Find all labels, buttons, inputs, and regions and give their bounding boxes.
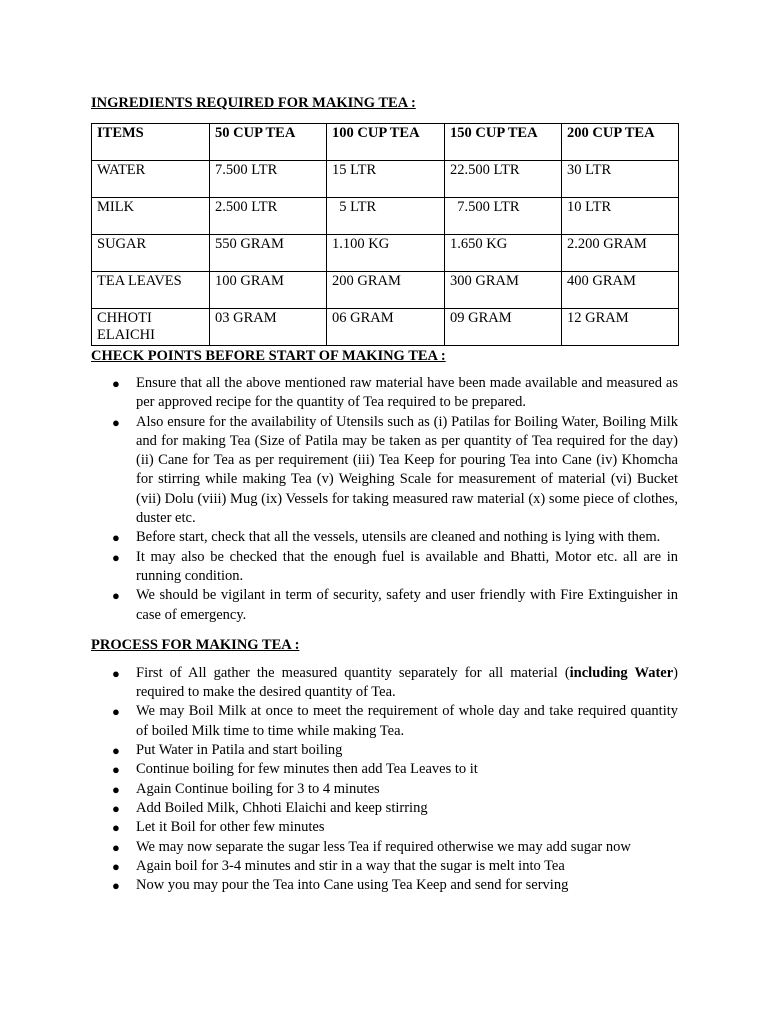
list-item	[91, 413, 678, 529]
bullet-icon: ●	[112, 530, 120, 546]
list-item-text: Ensure that all the above mentioned raw material have been made available and measured as per approved recipe for the quantity of Tea required to be prepared.	[136, 375, 678, 411]
list-item-text: We should be vigilant in term of security, safety and user friendly with Fire Extinguisher in case of emergency.	[136, 587, 678, 623]
bullet-icon: ●	[112, 839, 120, 855]
bullet-icon: ●	[112, 704, 120, 720]
table-header-cell: 150 CUP TEA	[445, 124, 562, 161]
table-cell: 2.200 GRAM	[562, 235, 679, 272]
table-cell: 10 LTR	[562, 198, 679, 235]
table-cell: 2.500 LTR	[210, 198, 327, 235]
bullet-icon: ●	[112, 878, 120, 894]
list-item-text: Before start, check that all the vessels, utensils are cleaned and nothing is lying with them.	[136, 529, 661, 546]
table-header-cell: ITEMS	[92, 124, 210, 161]
list-item	[91, 664, 678, 703]
checkpoints-list	[91, 374, 678, 625]
table-row	[92, 235, 679, 272]
table-cell: 06 GRAM	[327, 309, 445, 346]
table-cell: 550 GRAM	[210, 235, 327, 272]
list-item	[91, 702, 678, 741]
table-cell: 100 GRAM	[210, 272, 327, 309]
table-cell: 400 GRAM	[562, 272, 679, 309]
table-cell: MILK	[92, 198, 210, 235]
table-cell: 1.100 KG	[327, 235, 445, 272]
table-cell: 200 GRAM	[327, 272, 445, 309]
process-heading: PROCESS FOR MAKING TEA :	[91, 636, 300, 653]
bullet-icon: ●	[112, 549, 120, 565]
table-cell: TEA LEAVES	[92, 272, 210, 309]
list-item	[91, 818, 678, 837]
bullet-icon: ●	[112, 858, 120, 874]
list-item-text: It may also be checked that the enough fuel is available and Bhatti, Motor etc. all are in running condition.	[136, 548, 678, 584]
list-item-text: Now you may pour the Tea into Cane using Tea Keep and send for serving	[136, 877, 569, 894]
list-item	[91, 780, 678, 799]
bullet-icon: ●	[112, 820, 120, 836]
table-row	[92, 161, 679, 198]
list-item-text: Again Continue boiling for 3 to 4 minutes	[136, 780, 380, 797]
bullet-icon: ●	[112, 414, 120, 430]
list-item	[91, 876, 678, 895]
table-cell: 7.500 LTR	[210, 161, 327, 198]
table-row	[92, 309, 679, 346]
list-item-text: Also ensure for the availability of Utensils such as (i) Patilas for Boiling Water, Boiling Milk and for making Tea (Size of Patila may be taken as per quantity of Tea required for the day) (ii) Cane for Tea as per requirement (iii) Tea Keep for pouring Tea into Cane (iv) Khomcha for stirring while making Tea (v) Weighing Scale for measurement of material (vi) Bucket (vii) Dolu (viii) Mug (ix) Vessels for taking measured raw material (x) some piece of clothes, duster etc.	[136, 413, 678, 527]
ingredients-table	[91, 123, 679, 346]
list-item-text: We may Boil Milk at once to meet the requirement of whole day and take required quantity of boiled Milk time to time while making Tea.	[136, 703, 678, 739]
table-cell: CHHOTI ELAICHI	[92, 309, 210, 346]
table-row	[92, 272, 679, 309]
table-cell: 300 GRAM	[445, 272, 562, 309]
process-list	[91, 664, 678, 896]
list-item	[91, 760, 678, 779]
bullet-icon: ●	[112, 743, 120, 759]
table-row	[92, 198, 679, 235]
list-item	[91, 799, 678, 818]
document-page	[91, 95, 678, 895]
table-header-cell: 100 CUP TEA	[327, 124, 445, 161]
list-item-text: Let it Boil for other few minutes	[136, 819, 325, 836]
bullet-icon: ●	[112, 376, 120, 391]
list-item-text-end: ) required to make the desired quantity of Tea.	[136, 664, 678, 701]
list-item	[91, 528, 678, 547]
table-cell: 12 GRAM	[562, 309, 679, 346]
table-cell: SUGAR	[92, 235, 210, 272]
table-cell: WATER	[92, 161, 210, 198]
list-item	[91, 548, 678, 587]
ingredients-heading: INGREDIENTS REQUIRED FOR MAKING TEA :	[91, 95, 416, 111]
bullet-icon: ●	[112, 781, 120, 797]
list-item	[91, 857, 678, 876]
table-cell: 22.500 LTR	[445, 161, 562, 198]
table-cell: 5 LTR	[327, 198, 445, 235]
list-item-text: Again boil for 3-4 minutes and stir in a way that the sugar is melt into Tea	[136, 857, 565, 874]
list-item	[91, 374, 678, 413]
table-header-cell: 200 CUP TEA	[562, 124, 679, 161]
list-item	[91, 741, 678, 760]
list-item-text: We may now separate the sugar less Tea if required otherwise we may add sugar now	[136, 838, 631, 855]
list-item-text-bold: including Water	[569, 664, 674, 681]
table-cell: 09 GRAM	[445, 309, 562, 346]
table-cell: 7.500 LTR	[445, 198, 562, 235]
bullet-icon: ●	[112, 665, 120, 681]
table-cell: 03 GRAM	[210, 309, 327, 346]
list-item	[91, 586, 678, 625]
list-item	[91, 838, 678, 857]
bullet-icon: ●	[112, 800, 120, 816]
bullet-icon: ●	[112, 762, 120, 778]
table-header-cell: 50 CUP TEA	[210, 124, 327, 161]
table-cell: 15 LTR	[327, 161, 445, 198]
table-header-row	[92, 124, 679, 161]
list-item-text: Add Boiled Milk, Chhoti Elaichi and keep stirring	[136, 799, 428, 816]
checkpoints-heading: CHECK POINTS BEFORE START OF MAKING TEA :	[91, 348, 446, 364]
table-cell: 1.650 KG	[445, 235, 562, 272]
table-cell: 30 LTR	[562, 161, 679, 198]
list-item-text-start: First of All gather the measured quantity separately for all material (	[136, 664, 570, 681]
list-item-text: Continue boiling for few minutes then add Tea Leaves to it	[136, 761, 478, 778]
list-item-text: Put Water in Patila and start boiling	[136, 742, 343, 759]
bullet-icon: ●	[112, 588, 120, 604]
